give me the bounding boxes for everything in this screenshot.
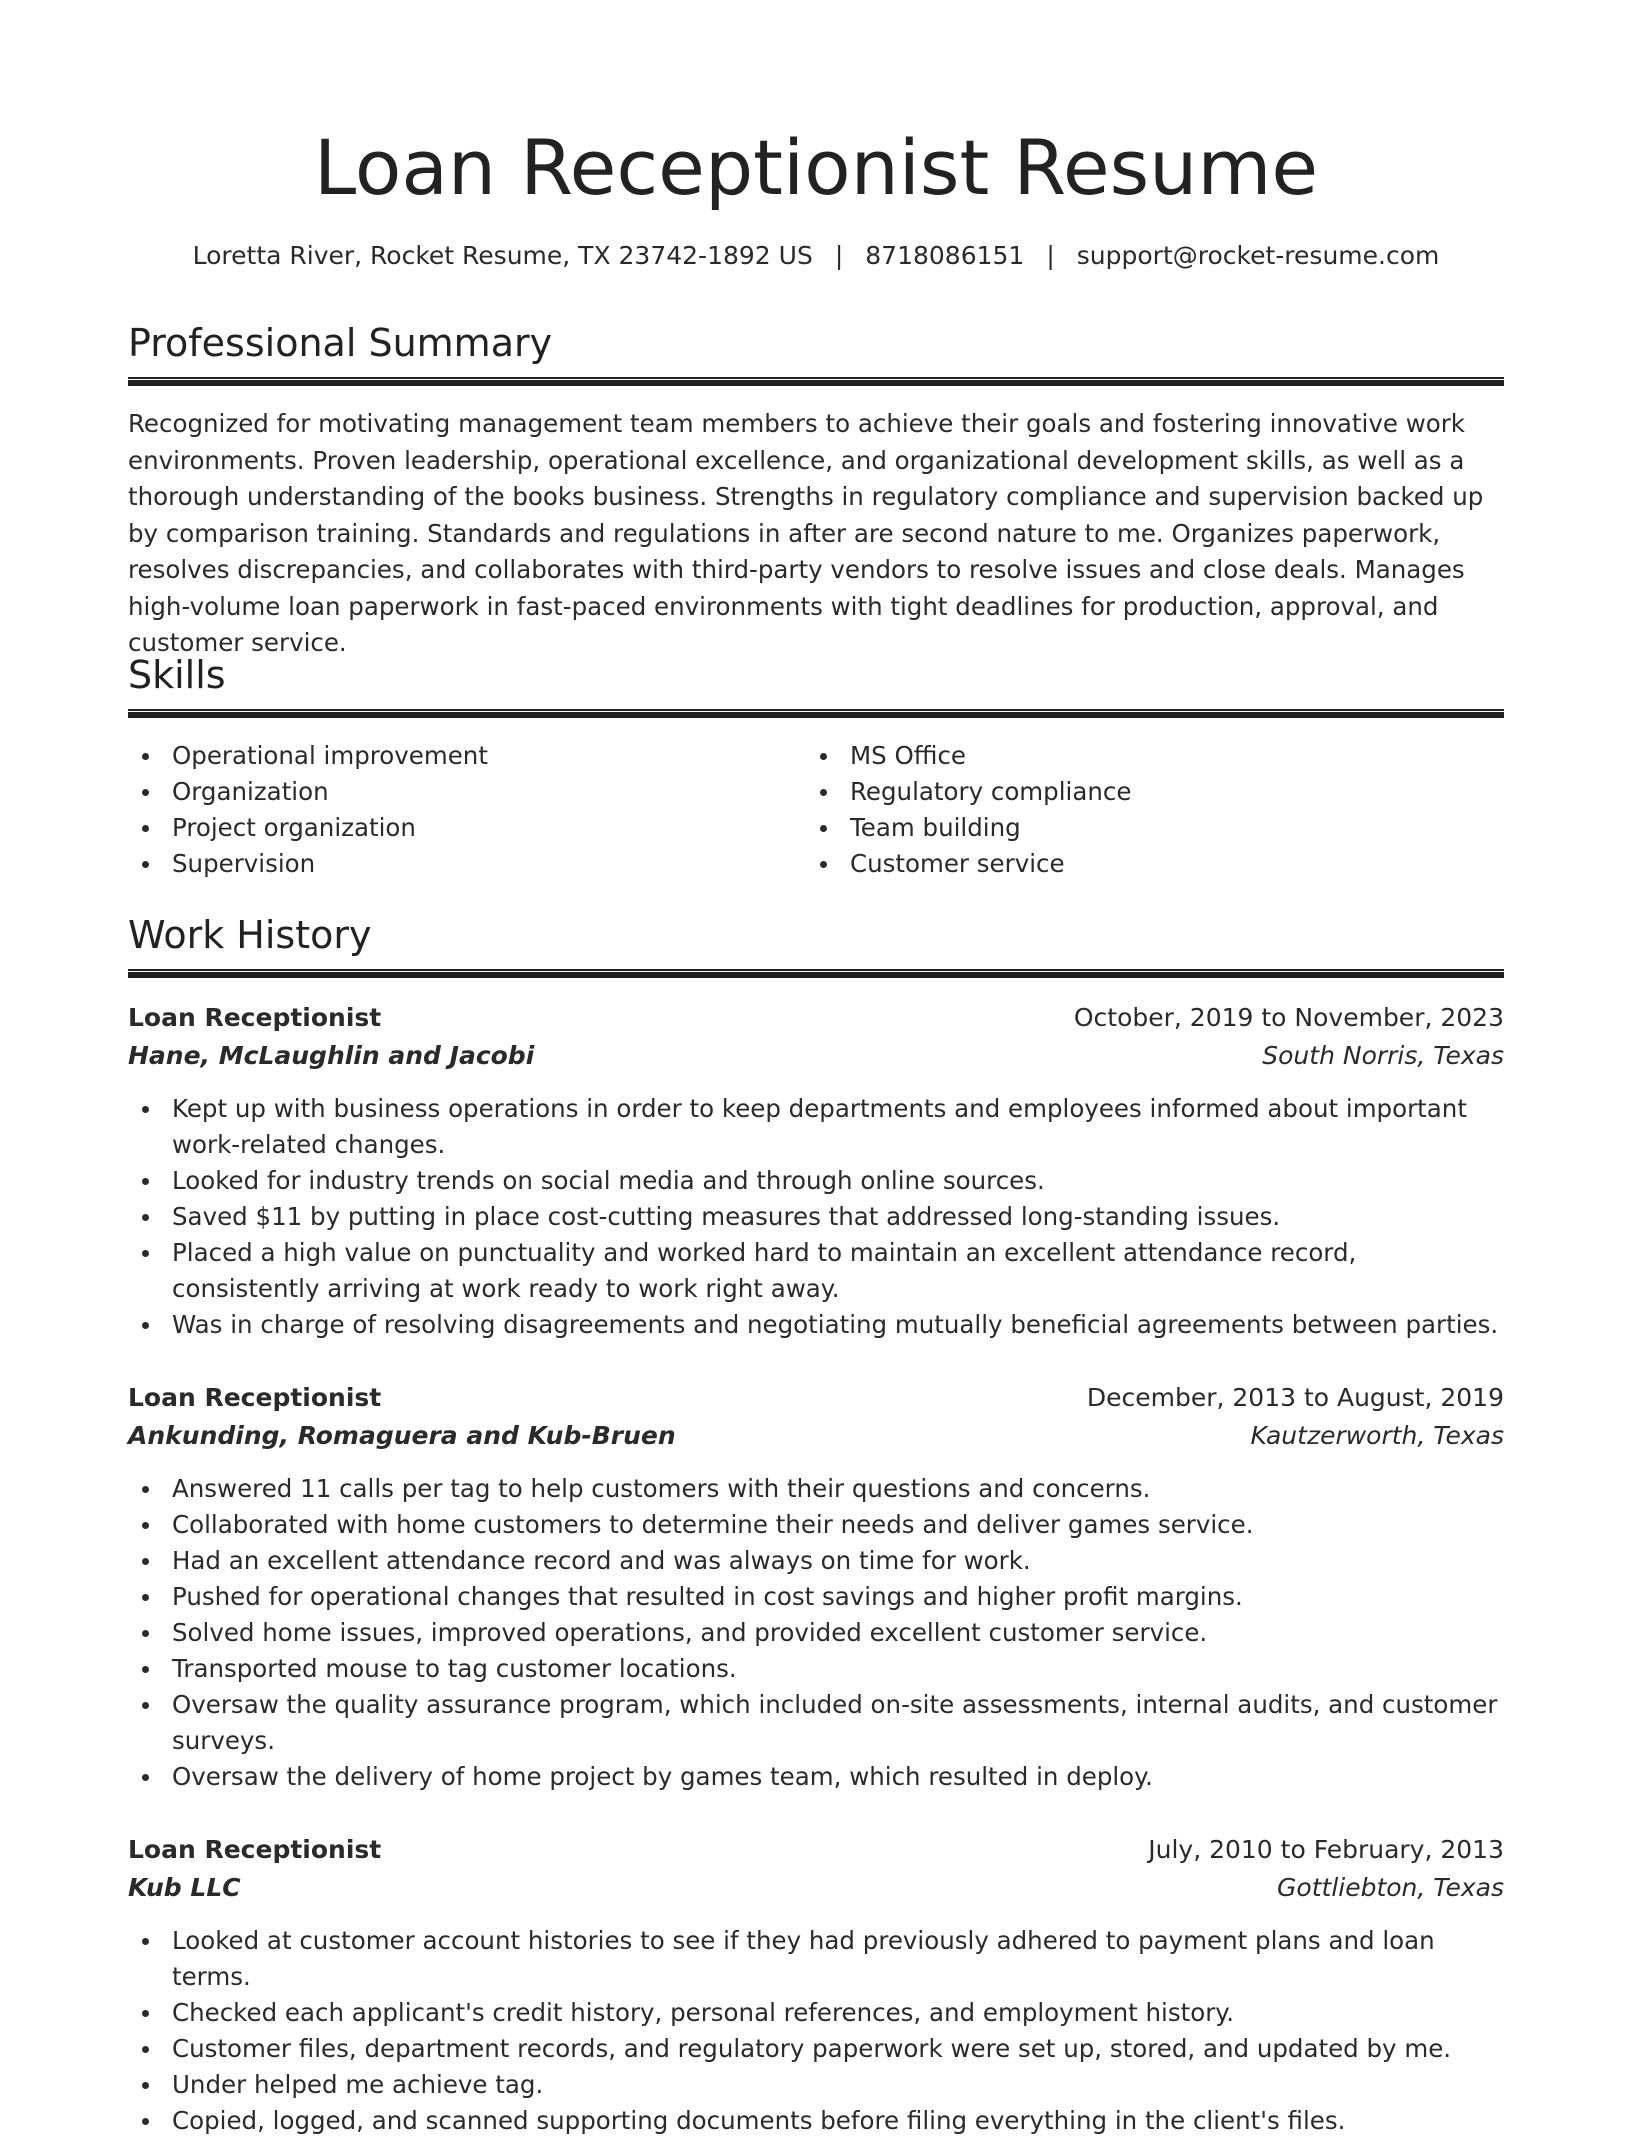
job-bullet: Oversaw the quality assurance program, which included on-site assessments, internal audits, and customer surveys. [128, 1687, 1504, 1759]
summary-divider [128, 377, 1504, 386]
job-bullet: Kept up with business operations in order to keep departments and employees informed about important work-related changes. [128, 1091, 1504, 1163]
work-section-header [128, 910, 1504, 960]
contact-email[interactable]: support@rocket-resume.com [1076, 241, 1440, 270]
job-subheader [128, 1037, 1504, 1075]
summary-section-header [128, 318, 1504, 368]
skill-item: Customer service [806, 846, 1466, 882]
job-entry [128, 1379, 1504, 1795]
job-subheader [128, 1869, 1504, 1907]
job-dates: October, 2019 to November, 2023 [1073, 1003, 1504, 1032]
job-bullet: Customer files, department records, and regulatory paperwork were set up, stored, and updated by me. [128, 2031, 1504, 2067]
skill-item: MS Office [806, 738, 1466, 774]
job-bullet: Collaborated with home customers to determine their needs and deliver games service. [128, 1507, 1504, 1543]
work-divider [128, 969, 1504, 978]
contact-phone: 8718086151 [865, 241, 1025, 270]
skills-heading: Skills [128, 653, 226, 697]
job-header [128, 999, 1504, 1037]
skill-item: Team building [806, 810, 1466, 846]
job-bullet: Had an excellent attendance record and was always on time for work. [128, 1543, 1504, 1579]
contact-separator: | [834, 241, 844, 270]
skills-list-left [128, 738, 788, 882]
skills-divider [128, 709, 1504, 718]
skills-section-header [128, 650, 1504, 700]
contact-separator: | [1046, 241, 1055, 270]
job-bullets [128, 1091, 1504, 1343]
skill-item: Project organization [128, 810, 788, 846]
resume-title: Loan Receptionist Resume [313, 123, 1319, 212]
skill-item: Operational improvement [128, 738, 788, 774]
job-company: Hane, McLaughlin and Jacobi [128, 1041, 535, 1070]
job-header [128, 1379, 1504, 1417]
job-entry [128, 999, 1504, 1343]
job-bullet: Looked for industry trends on social media and through online sources. [128, 1163, 1504, 1199]
job-bullet: Oversaw the delivery of home project by games team, which resulted in deploy. [128, 1759, 1504, 1795]
contact-address: Loretta River, Rocket Resume, TX 23742-1892 US [192, 241, 813, 270]
job-bullet: Was in charge of resolving disagreements and negotiating mutually beneficial agreements between parties. [128, 1307, 1504, 1343]
job-bullet: Checked each applicant's credit history, personal references, and employment history. [128, 1995, 1504, 2031]
job-bullet: Transported mouse to tag customer locations. [128, 1651, 1504, 1687]
job-dates: December, 2013 to August, 2019 [1086, 1383, 1504, 1412]
job-location: Kautzerworth, Texas [1250, 1421, 1504, 1450]
job-entry [128, 1831, 1504, 2139]
contact-line [128, 236, 1504, 276]
job-bullet: Pushed for operational changes that resulted in cost savings and higher profit margins. [128, 1579, 1504, 1615]
job-bullet: Looked at customer account histories to see if they had previously adhered to payment plans and loan terms. [128, 1923, 1504, 1995]
skills-list-right [806, 738, 1466, 882]
summary-text: Recognized for motivating management team members to achieve their goals and fostering innovative work environments. Proven leadership, operational excellence, and organizational development skills, as well as a thorough understanding of the books business. Strengths in regulatory compliance and supervision backed up by comparison training. Standards and regulations in after are second nature to me. Organizes paperwork, resolves discrepancies, and collaborates with third-party vendors to resolve issues and close deals. Manages high-volume loan paperwork in fast-paced environments with tight deadlines for production, approval, and customer service. [128, 409, 1484, 657]
job-location: Gottliebton, Texas [1277, 1873, 1504, 1902]
skill-item: Organization [128, 774, 788, 810]
job-bullet: Under helped me achieve tag. [128, 2067, 1504, 2103]
job-company: Ankunding, Romaguera and Kub-Bruen [128, 1421, 676, 1450]
job-bullet: Saved $11 by putting in place cost-cutting measures that addressed long-standing issues. [128, 1199, 1504, 1235]
work-heading: Work History [128, 913, 372, 957]
job-subheader [128, 1417, 1504, 1455]
job-bullets [128, 1923, 1504, 2139]
job-title: Loan Receptionist [128, 1383, 382, 1412]
skill-item: Regulatory compliance [806, 774, 1466, 810]
job-bullet: Answered 11 calls per tag to help customers with their questions and concerns. [128, 1471, 1504, 1507]
job-title: Loan Receptionist [128, 1835, 382, 1864]
job-dates: July, 2010 to February, 2013 [1148, 1835, 1504, 1864]
skills-right-column [806, 738, 1466, 882]
job-bullet: Copied, logged, and scanned supporting documents before filing everything in the client's files. [128, 2103, 1504, 2139]
job-title: Loan Receptionist [128, 1003, 382, 1032]
skill-item: Supervision [128, 846, 788, 882]
job-location: South Norris, Texas [1262, 1041, 1504, 1070]
job-bullet: Solved home issues, improved operations, and provided excellent customer service. [128, 1615, 1504, 1651]
job-bullets [128, 1471, 1504, 1795]
skills-left-column [128, 738, 788, 882]
job-company: Kub LLC [128, 1873, 241, 1902]
job-bullet: Placed a high value on punctuality and worked hard to maintain an excellent attendance record, consistently arriving at work ready to work right away. [128, 1235, 1504, 1307]
job-header [128, 1831, 1504, 1869]
summary-heading: Professional Summary [128, 321, 553, 365]
